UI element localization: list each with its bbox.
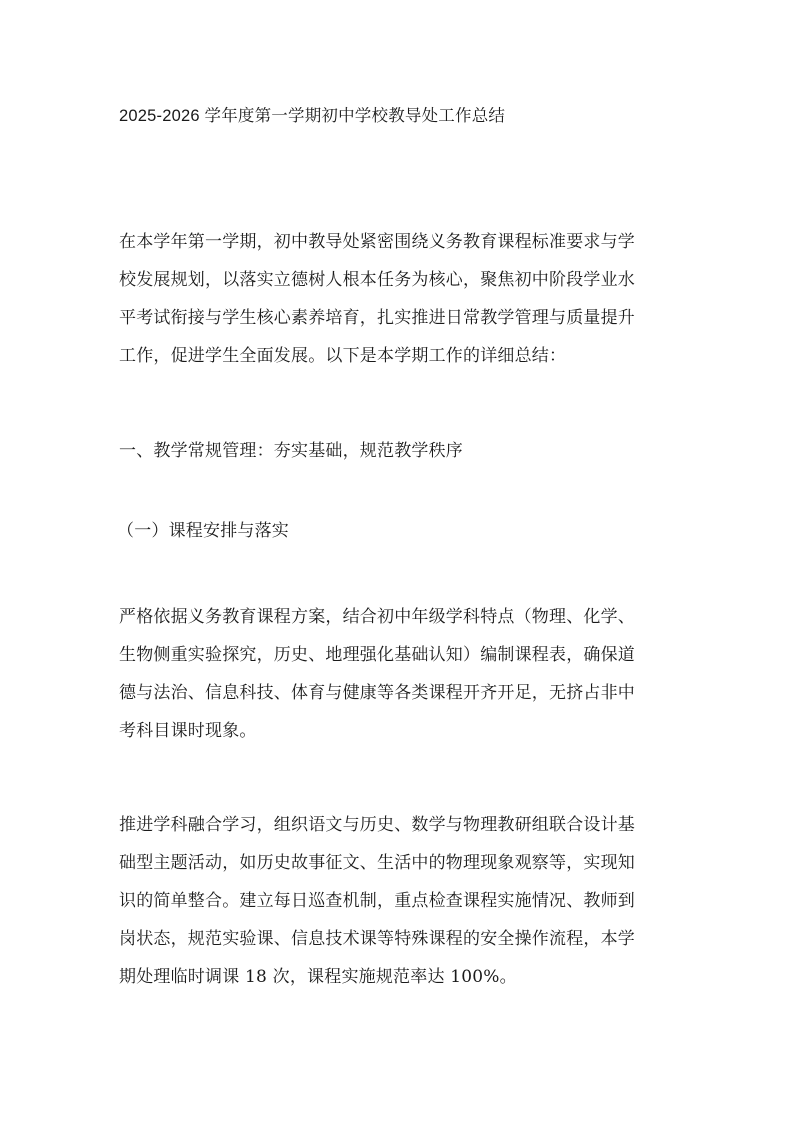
paragraph-line: 德与法治、信息科技、体育与健康等各类课程开齐开足，无挤占非中 [119, 683, 635, 703]
section-heading: 一、教学常规管理：夯实基础，规范教学秩序 [119, 441, 463, 461]
paragraph-line: 期处理临时调课 18 次，课程实施规范率达 100%。 [119, 967, 517, 987]
paragraph-line: 校发展规划，以落实立德树人根本任务为核心，聚焦初中阶段学业水 [119, 270, 635, 290]
paragraph-line: 础型主题活动，如历史故事征文、生活中的物理现象观察等，实现知 [119, 853, 635, 873]
paragraph-line: 严格依据义务教育课程方案，结合初中年级学科特点（物理、化学、 [119, 607, 635, 627]
paragraph-line: 平考试衔接与学生核心素养培育，扎实推进日常教学管理与质量提升 [119, 308, 635, 328]
subsection-heading: （一）课程安排与落实 [117, 521, 289, 541]
paragraph-line: 推进学科融合学习，组织语文与历史、数学与物理教研组联合设计基 [119, 815, 635, 835]
paragraph-line: 识的简单整合。建立每日巡查机制，重点检查课程实施情况、教师到 [119, 891, 635, 911]
paragraph-line: 工作，促进学生全面发展。以下是本学期工作的详细总结： [119, 346, 567, 366]
paragraph-line: 在本学年第一学期，初中教导处紧密围绕义务教育课程标准要求与学 [119, 232, 635, 252]
paragraph-line: 考科目课时现象。 [119, 721, 257, 741]
document-title: 2025-2026 学年度第一学期初中学校教导处工作总结 [119, 107, 506, 125]
paragraph-line: 生物侧重实验探究，历史、地理强化基础认知）编制课程表，确保道 [119, 645, 635, 665]
paragraph-line: 岗状态，规范实验课、信息技术课等特殊课程的安全操作流程，本学 [119, 929, 635, 949]
